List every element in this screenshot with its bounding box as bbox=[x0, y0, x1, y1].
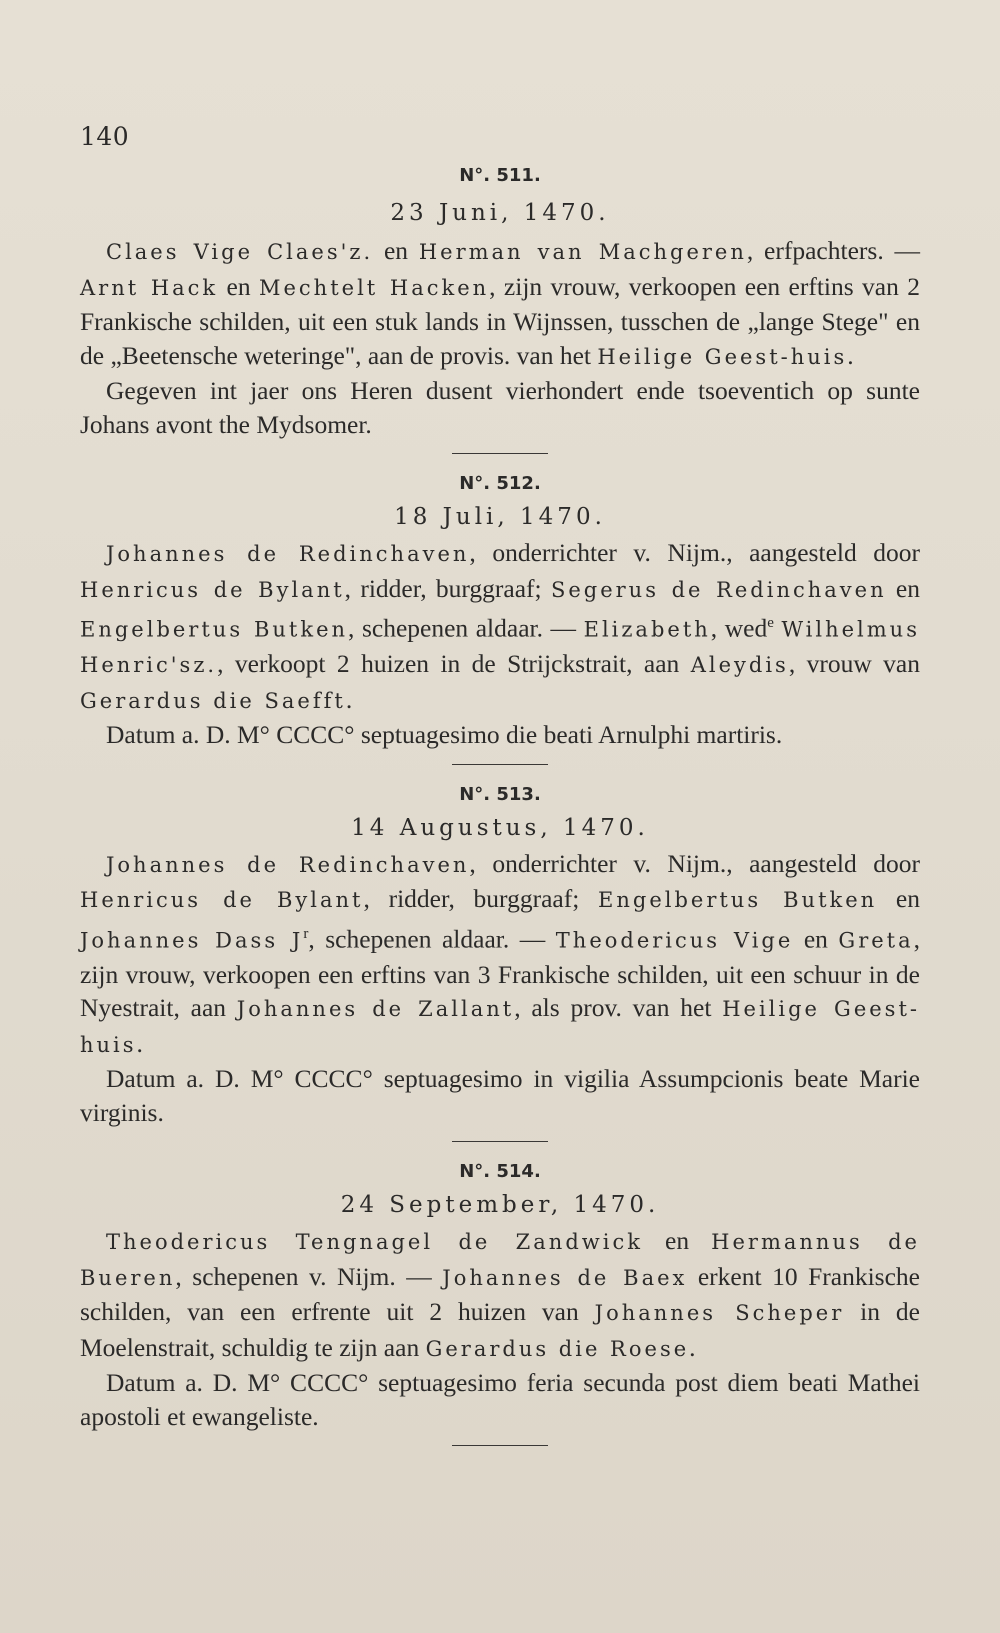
spaced-name: Henricus de Bylant bbox=[80, 888, 364, 912]
section-divider bbox=[452, 1445, 548, 1446]
text-run: . bbox=[136, 1028, 143, 1058]
charter-entry-514 bbox=[80, 1156, 920, 1433]
spaced-name: Greta bbox=[838, 928, 914, 952]
spaced-name: Aleydis bbox=[690, 653, 789, 677]
text-run: . bbox=[689, 1332, 696, 1362]
text-run: , zijn vrouw, verkoopen een erftins van 3 Frankische schilden, uit een schuur in de Nyestrait, aan bbox=[80, 924, 920, 1022]
spaced-name: Johannes de Zallant bbox=[236, 997, 515, 1021]
text-run: , schepenen v. Nijm. — bbox=[175, 1261, 443, 1291]
entry-body bbox=[80, 234, 920, 441]
entry-number: N°. 511. bbox=[459, 165, 541, 186]
spaced-name: Johannes de Baex bbox=[442, 1265, 688, 1290]
text-run: Gegeven int jaer ons Heren dusent vierhondert ende tsoeventich op sunte Johans avont the Mydsomer. bbox=[80, 376, 920, 439]
text-run: , als prov. van het bbox=[514, 993, 723, 1022]
entry-dating-clause bbox=[80, 718, 920, 752]
spaced-name: Elizabeth bbox=[583, 617, 711, 642]
entry-text bbox=[80, 536, 920, 718]
text-run: erkent 10 Frankische schilden, van een erfrente uit 2 huizen van bbox=[80, 1261, 920, 1326]
text-run: , zijn vrouw, verkoopen een erftins van 2 Frankische schilden, uit een stuk lands in Wijnssen, tusschen de „lange Stege" en de „Beetensche weteringe", aan de provis. van het bbox=[80, 271, 920, 370]
entry-number: N°. 512. bbox=[459, 473, 541, 494]
entry-date: 14 Augustus, 1470. bbox=[351, 814, 649, 841]
spaced-name: Segerus de Redinchaven bbox=[550, 577, 887, 602]
spaced-name: Engelbertus Butken bbox=[598, 888, 878, 912]
text-run: en bbox=[877, 884, 920, 913]
text-column bbox=[80, 160, 920, 1460]
section-divider bbox=[452, 764, 548, 765]
entry-dating-clause bbox=[80, 1062, 920, 1129]
text-run: , onderrichter v. Nijm., aangesteld door bbox=[469, 538, 920, 567]
entry-date: 24 September, 1470. bbox=[340, 1192, 660, 1218]
text-run: en bbox=[642, 1226, 712, 1255]
text-run: in de Moelenstrait, schuldig te zijn aan bbox=[80, 1297, 920, 1362]
text-run: , erfpachters. — bbox=[746, 236, 920, 265]
entry-text bbox=[80, 847, 920, 1063]
text-run: . bbox=[345, 684, 353, 714]
text-run: . bbox=[847, 340, 854, 370]
spaced-name: Heilige Geest-huis bbox=[80, 997, 920, 1057]
text-run: , onderrichter v. Nijm., aangesteld door bbox=[469, 848, 920, 878]
spaced-name: Engelbertus Butken bbox=[80, 617, 349, 642]
spaced-name: Wilhelmus Henric'sz. bbox=[80, 617, 920, 677]
entry-text bbox=[80, 1224, 920, 1366]
text-run: , vrouw van bbox=[788, 649, 920, 678]
page-number: 140 bbox=[80, 122, 130, 151]
spaced-name: Mechtelt Hacken bbox=[258, 275, 490, 300]
text-run: , schepenen aldaar. — bbox=[308, 924, 556, 953]
entry-date: 18 Juli, 1470. bbox=[394, 504, 606, 530]
text-run: en bbox=[373, 236, 419, 265]
superscript: e bbox=[767, 615, 774, 631]
text-run: en bbox=[218, 271, 259, 301]
charter-entry-511 bbox=[80, 160, 920, 441]
spaced-name: Herman van Machgeren bbox=[418, 240, 747, 264]
spaced-name: Gerardus die Saefft bbox=[80, 688, 346, 713]
entry-dating-clause bbox=[80, 374, 920, 441]
spaced-name: Gerardus die Roese bbox=[425, 1336, 690, 1361]
text-run: , wed bbox=[710, 613, 768, 643]
text-run: , ridder, burggraaf; bbox=[363, 884, 599, 913]
superscript: r bbox=[303, 925, 309, 942]
spaced-name: Heilige Geest-huis bbox=[597, 344, 848, 369]
text-run: en bbox=[886, 573, 920, 603]
section-divider bbox=[452, 1141, 548, 1142]
charter-entry-513 bbox=[80, 779, 920, 1130]
spaced-name: Henricus de Bylant bbox=[80, 577, 345, 602]
entry-text bbox=[80, 234, 920, 374]
spaced-name: Johannes Dass J bbox=[80, 928, 304, 952]
text-run: Datum a. D. M° CCCC° septuagesimo die beati Arnulphi martiris. bbox=[106, 720, 783, 749]
spaced-name: Arnt Hack bbox=[80, 275, 219, 300]
text-run: , ridder, burggraaf; bbox=[344, 573, 551, 603]
entry-number: N°. 514. bbox=[459, 1161, 541, 1182]
spaced-name: Claes Vige Claes'z. bbox=[106, 240, 374, 264]
section-divider bbox=[452, 453, 548, 454]
entry-date: 23 Juni, 1470. bbox=[390, 200, 610, 226]
spaced-name: Johannes de Redinchaven bbox=[106, 852, 470, 877]
text-run: , verkoopt 2 huizen in de Strijckstrait, aan bbox=[217, 649, 691, 678]
text-run: Datum a. D. M° CCCC° septuagesimo feria secunda post diem beati Mathei apostoli et ewangeliste. bbox=[80, 1368, 920, 1431]
spaced-name: Theodericus Tengnagel de Zandwick bbox=[106, 1230, 643, 1254]
entry-body bbox=[80, 1224, 920, 1433]
spaced-name: Hermannus de Bueren bbox=[80, 1230, 920, 1290]
entry-body bbox=[80, 847, 920, 1130]
text-run: , schepenen aldaar. — bbox=[348, 613, 584, 643]
text-run: Datum a. D. M° CCCC° septuagesimo in vigilia Assumpcionis beate Marie virginis. bbox=[80, 1064, 920, 1127]
spaced-name: Theodericus Vige bbox=[555, 928, 794, 952]
text-run: en bbox=[793, 924, 839, 953]
entry-dating-clause bbox=[80, 1366, 920, 1433]
entry-number: N°. 513. bbox=[459, 783, 541, 805]
spaced-name: Johannes Scheper bbox=[594, 1301, 845, 1325]
charter-entry-512 bbox=[80, 468, 920, 752]
entry-body bbox=[80, 536, 920, 752]
spaced-name: Johannes de Redinchaven bbox=[106, 542, 470, 566]
